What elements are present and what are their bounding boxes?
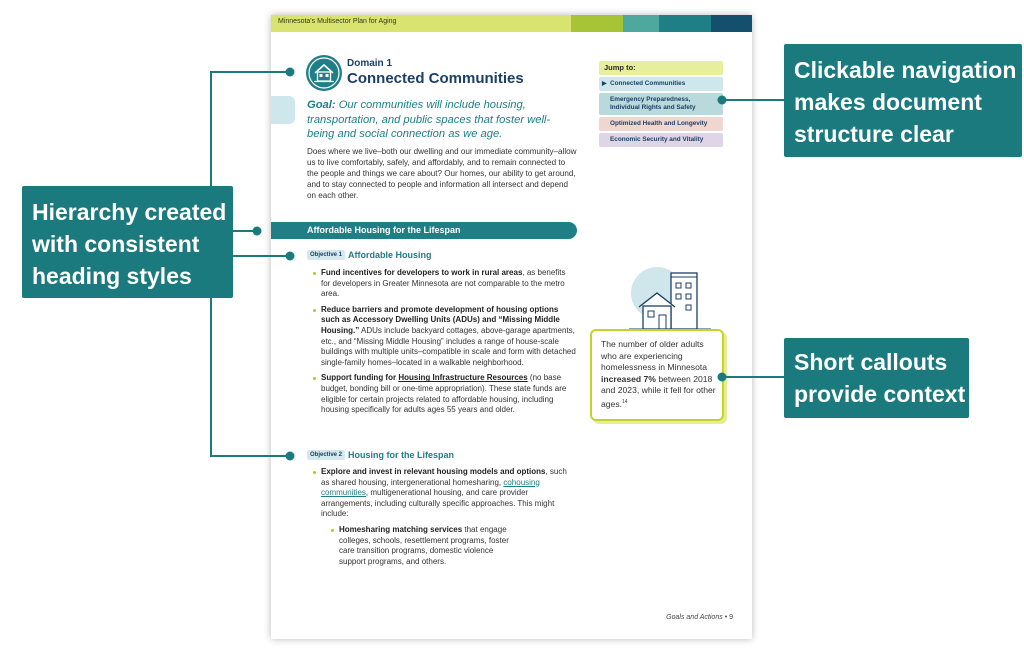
header-segment: [659, 15, 711, 32]
bullet-lead: Explore and invest in relevant housing models and options: [321, 467, 546, 476]
bullet-text: , such as shared housing, intergenerational homesharing,: [321, 467, 567, 487]
header-segment: [711, 15, 752, 32]
annotation-line: heading styles: [32, 263, 192, 289]
jump-link-label: Economic Security and Vitality: [610, 136, 704, 143]
goal-text: Our communities will include housing, transportation, and public spaces that foster well-being and social connection as we age.: [307, 99, 551, 140]
jump-link-economic-security[interactable]: [599, 133, 723, 147]
bullet-text: that engage colleges, schools, resettlement programs, foster care transition programs, domestic violence support programs, and others.: [339, 524, 509, 566]
sub-bullets: [321, 525, 577, 567]
jump-link-label: Connected Communities: [610, 80, 686, 87]
goal-tab-decoration: [271, 96, 295, 124]
running-header: Minnesota's Multisector Plan for Aging: [278, 18, 397, 25]
jump-link-label: Emergency Preparedness, Individual Rights and Safety: [610, 96, 696, 111]
statistic-callout: [590, 329, 724, 421]
annotation-callouts: [784, 338, 969, 418]
housing-illustration-icon: [625, 263, 715, 333]
jump-link-emergency-preparedness[interactable]: [599, 93, 723, 115]
domain-title: Connected Communities: [347, 70, 524, 87]
footer-separator: •: [724, 614, 728, 621]
bullet-text: , as benefits for developers in Greater Minnesota are not comparable to the metro area.: [321, 268, 566, 299]
objective-1-heading: [307, 250, 432, 260]
annotation-line: Short callouts: [794, 349, 948, 375]
jump-to-text: Jump to:: [604, 63, 636, 72]
objective-title: Housing for the Lifespan: [348, 450, 455, 460]
page-number: 9: [729, 614, 733, 621]
section-heading-bar: [271, 222, 577, 239]
connector-dot: [253, 227, 262, 236]
header-segment: [623, 15, 659, 32]
list-item: [313, 467, 577, 567]
objective-2-bullets: [313, 467, 577, 572]
jump-link-label: Optimized Health and Longevity: [610, 120, 708, 127]
annotation-line: provide context: [794, 381, 966, 407]
annotation-line: makes document: [794, 89, 982, 115]
annotation-hierarchy: [22, 186, 233, 298]
list-item: [313, 305, 577, 369]
current-marker-icon: ▶: [602, 81, 607, 87]
page-footer: [666, 614, 733, 621]
bullet-lead: Support funding for: [321, 373, 399, 383]
callout-text-b: between 2018 and 2023, while it fell for other ages.: [601, 373, 716, 409]
jump-link-optimized-health[interactable]: [599, 117, 723, 131]
jump-to-label: [599, 61, 723, 75]
bullet-text: (no base budget, bonding bill or one-time appropriation). These state funds are eligible for certain projects related to affordable housing, including housing specifically for adults ages 55 years and older.: [321, 373, 567, 415]
objective-1-bullets: [313, 268, 577, 421]
annotation-line: Hierarchy created: [32, 199, 227, 225]
annotation-line: Clickable navigation: [794, 57, 1017, 83]
bullet-lead: Reduce barriers and promote development of housing options such as Accessory Dwelling Units (ADUs) and “Missing Middle Housing.”: [321, 304, 560, 335]
jump-link-connected-communities[interactable]: [599, 77, 723, 91]
objective-2-heading: [307, 450, 454, 460]
objective-tag: Objective 2: [307, 450, 345, 460]
annotation-navigation: [784, 44, 1022, 157]
list-item: [331, 525, 521, 567]
bullet-text: , multigenerational housing, and care provider arrangements, including culturally specific approaches. This might include:: [321, 488, 555, 519]
list-item: [313, 373, 577, 415]
callout-text-a: The number of older adults who are experiencing homelessness in Minnesota: [601, 339, 708, 373]
goal-label: Goal:: [307, 99, 336, 111]
bullet-text: ADUs include backyard cottages, above-garage apartments, etc., and “Missing Middle Housing” includes a range of house-scale buildings with multiple units–compatible in scale and form with detached single-family homes–located in a walkable neighborhood.: [321, 325, 576, 367]
cohousing-communities-link[interactable]: cohousing communities: [321, 477, 540, 498]
bullet-lead: Homesharing matching services: [339, 524, 463, 534]
objective-title: Affordable Housing: [348, 250, 432, 260]
section-title: Affordable Housing for the Lifespan: [307, 225, 461, 235]
footnote-marker: 14: [622, 398, 628, 405]
callout-highlight: increased 7%: [601, 373, 656, 384]
house-icon: [306, 55, 342, 91]
goal-statement: [307, 98, 567, 142]
header-segment: [571, 15, 623, 32]
domain-kicker: Domain 1: [347, 58, 393, 69]
annotation-line: with consistent: [32, 231, 200, 257]
callout-text: [601, 339, 719, 410]
bullet-lead: Fund incentives for developers to work in rural areas: [321, 268, 523, 277]
intro-paragraph: Does where we live–both our dwelling and our immediate community–allow us to live comfortably, safely, and affordably, and to remain connected to the people and things we care about? Our homes, our ability to get around, and to stay connected to people and information all intersect and depend on each other.: [307, 147, 577, 200]
list-item: [313, 268, 577, 300]
document-page: [271, 15, 752, 639]
annotation-line: structure clear: [794, 121, 954, 147]
objective-tag: Objective 1: [307, 250, 345, 260]
housing-infrastructure-link[interactable]: Housing Infrastructure Resources: [398, 373, 528, 383]
footer-label: Goals and Actions: [666, 614, 723, 621]
